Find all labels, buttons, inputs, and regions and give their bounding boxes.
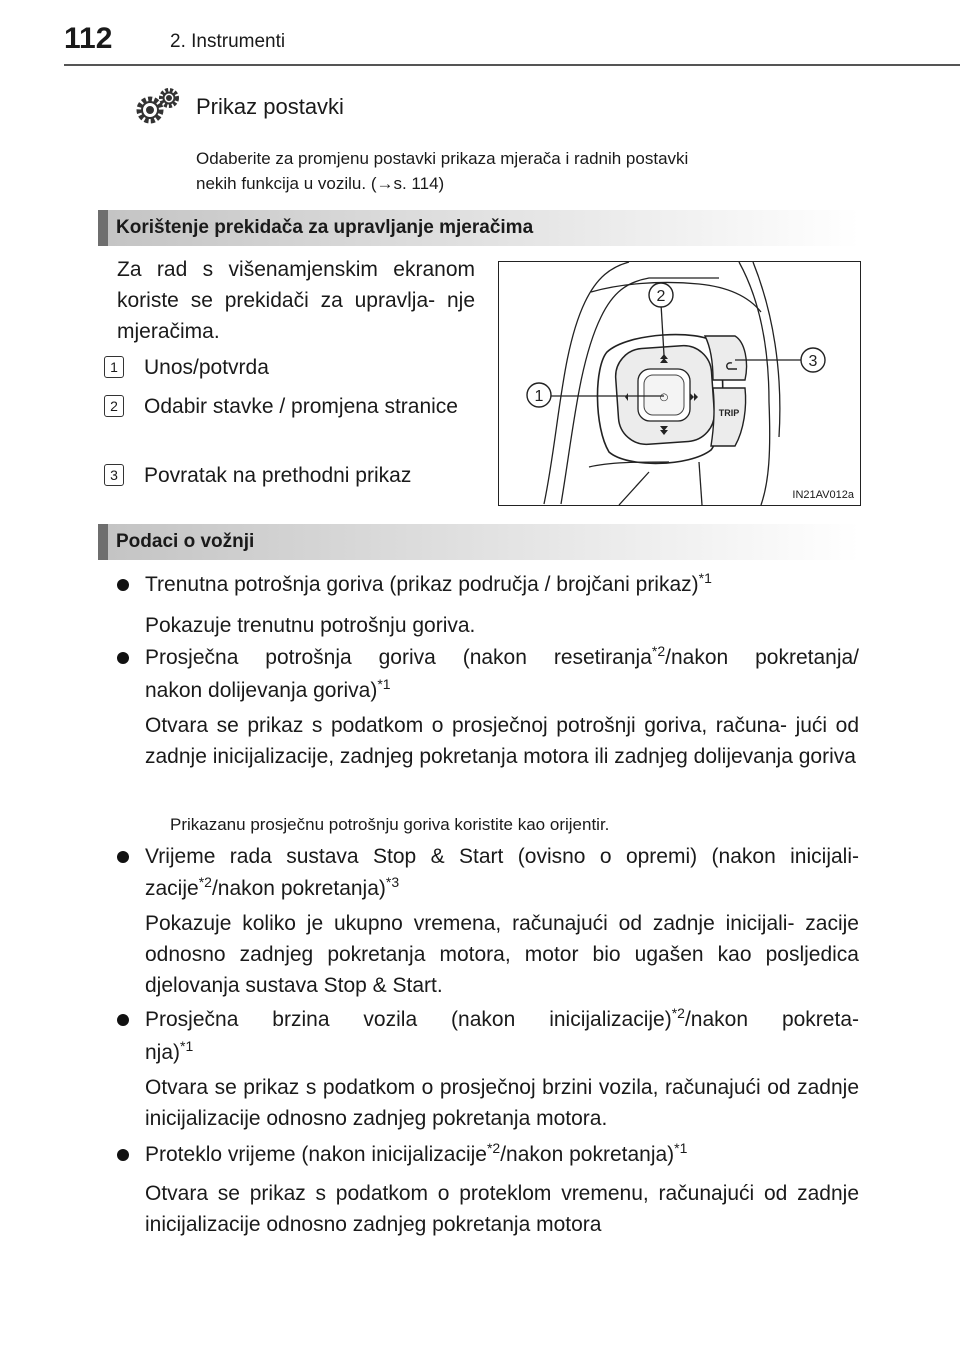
bullet-dot	[117, 652, 129, 664]
chapter-title: 2. Instrumenti	[170, 31, 286, 52]
section-header-driving-data: Podaci o vožnji	[98, 524, 860, 560]
gear-icon	[133, 85, 185, 129]
bullet-description: Pokazuje koliko je ukupno vremena, računajući od zadnje inicijali- zacije odnosno zadnjeg pokretanja motora, motor bio ugašen kao posljedica djelovanja sustava Stop & Start.	[145, 912, 859, 997]
bullet-dot	[117, 851, 129, 863]
page-number: 112	[64, 22, 113, 55]
settings-title: Prikaz postavki	[196, 94, 344, 119]
callout-1: 1	[534, 388, 544, 405]
settings-description: Odaberite za promjenu postavki prikaza mjerača i radnih postavki nekih funkcija u vozilu. (→s. 114)	[196, 149, 689, 193]
note-text: Prikazanu prosječnu potrošnju goriva koristite kao orijentir.	[170, 815, 610, 834]
figure-code: IN21AV012a	[792, 489, 854, 501]
callout-3: 3	[808, 353, 818, 370]
trip-label: TRIP	[718, 408, 740, 418]
bullet-description: Otvara se prikaz s podatkom o proteklom vremenu, računajući od zadnje inicijalizacije odnosno zadnjeg pokretanja motora	[145, 1182, 859, 1236]
intro-text: Za rad s višenamjenskim ekranom koriste se prekidači za upravlja- nje mjeračima.	[117, 258, 475, 343]
steering-switch-figure	[498, 261, 861, 506]
callout-2: 2	[656, 288, 666, 305]
bullet-dot	[117, 579, 129, 591]
bullet-dot	[117, 1014, 129, 1026]
bullet-description: Otvara se prikaz s podatkom o prosječnoj potrošnji goriva, računa- jući od zadnje inicijalizacije, zadnjeg pokretanja motora ili zadnjeg dolijevanja goriva	[145, 714, 859, 768]
section-header-switches: Korištenje prekidača za upravljanje mjeračima	[98, 210, 860, 246]
bullet-description: Pokazuje trenutnu potrošnju goriva.	[145, 614, 476, 637]
bullet-dot	[117, 1149, 129, 1161]
header-rule	[64, 64, 960, 66]
ok-symbol: ○	[659, 392, 669, 403]
bullet-description: Otvara se prikaz s podatkom o prosječnoj brzini vozila, računajući od zadnje inicijalizacije odnosno zadnjeg pokretanja motora.	[145, 1076, 859, 1130]
